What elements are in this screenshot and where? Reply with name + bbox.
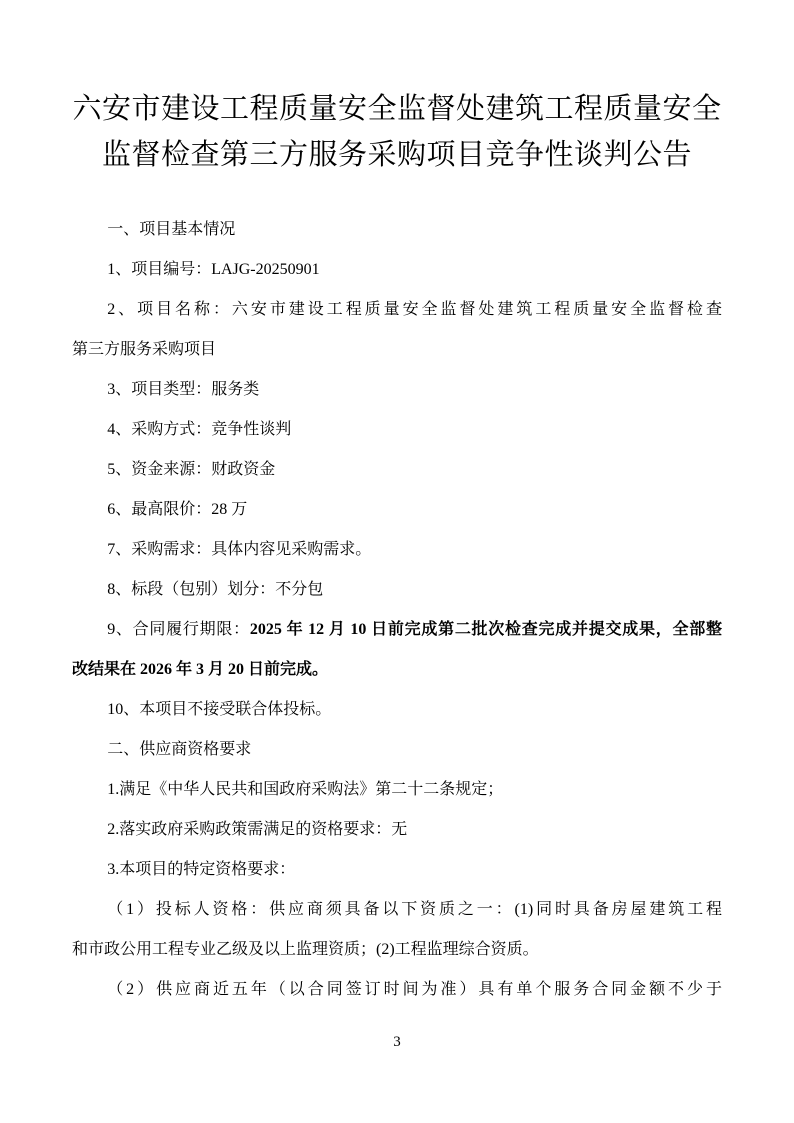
text-segment: 5、资金来源：财政资金 — [107, 461, 276, 478]
body-line — [72, 730, 722, 770]
text-segment: 4、采购方式：竞争性谈判 — [107, 421, 292, 438]
body-line — [72, 530, 722, 570]
body-line — [72, 250, 722, 290]
text-segment: 2.落实政府采购政策需满足的资格要求：无 — [107, 821, 408, 838]
body-line — [72, 930, 722, 970]
text-segment: 9、合同履行期限： — [107, 621, 250, 638]
text-segment: 10、本项目不接受联合体投标。 — [107, 701, 332, 718]
body-line — [72, 890, 722, 930]
body-line — [72, 330, 722, 370]
text-segment: 6、最高限价：28 万 — [107, 501, 248, 518]
body-line — [72, 810, 722, 850]
body-line — [72, 490, 722, 530]
text-segment: 1.满足《中华人民共和国政府采购法》第二十二条规定； — [107, 781, 504, 798]
title-line-2: 监督检查第三方服务采购项目竞争性谈判公告 — [101, 139, 692, 171]
text-segment: （2）供应商近五年（以合同签订时间为准）具有单个服务合同金额不少于 — [107, 981, 722, 998]
body-line — [72, 970, 722, 1010]
body-line — [72, 690, 722, 730]
body-line — [72, 210, 722, 250]
body-line — [72, 650, 722, 690]
body-line — [72, 570, 722, 610]
text-segment: 第三方服务采购项目 — [72, 341, 217, 358]
title-line-1: 六安市建设工程质量安全监督处建筑工程质量安全 — [72, 93, 722, 125]
text-segment: 一、项目基本情况 — [107, 221, 236, 238]
text-segment: 2、项目名称：六安市建设工程质量安全监督处建筑工程质量安全监督检查 — [107, 301, 722, 318]
body-line — [72, 450, 722, 490]
document-body — [72, 210, 722, 1010]
text-segment: 1、项目编号：LAJG-20250901 — [107, 261, 320, 278]
text-segment: 二、供应商资格要求 — [107, 741, 252, 758]
body-line — [72, 610, 722, 650]
text-segment: 3.本项目的特定资格要求： — [107, 861, 296, 878]
text-segment: 8、标段（包别）划分：不分包 — [107, 581, 324, 598]
body-line — [72, 370, 722, 410]
bold-text-segment: 2025 年 12 月 10 日前完成第二批次检查完成并提交成果，全部整 — [249, 621, 722, 638]
body-line — [72, 770, 722, 810]
body-line — [72, 290, 722, 330]
text-segment: 3、项目类型：服务类 — [107, 381, 260, 398]
text-segment: （1）投标人资格：供应商须具备以下资质之一：(1)同时具备房屋建筑工程 — [107, 901, 722, 918]
text-segment: 7、采购需求：具体内容见采购需求。 — [107, 541, 372, 558]
text-segment: 和市政公用工程专业乙级及以上监理资质；(2)工程监理综合资质。 — [72, 941, 539, 958]
bold-text-segment: 改结果在 2026 年 3 月 20 日前完成。 — [72, 661, 329, 678]
body-line — [72, 850, 722, 890]
body-line — [72, 410, 722, 450]
page-number: 3 — [393, 1034, 401, 1050]
document-title — [0, 0, 794, 178]
